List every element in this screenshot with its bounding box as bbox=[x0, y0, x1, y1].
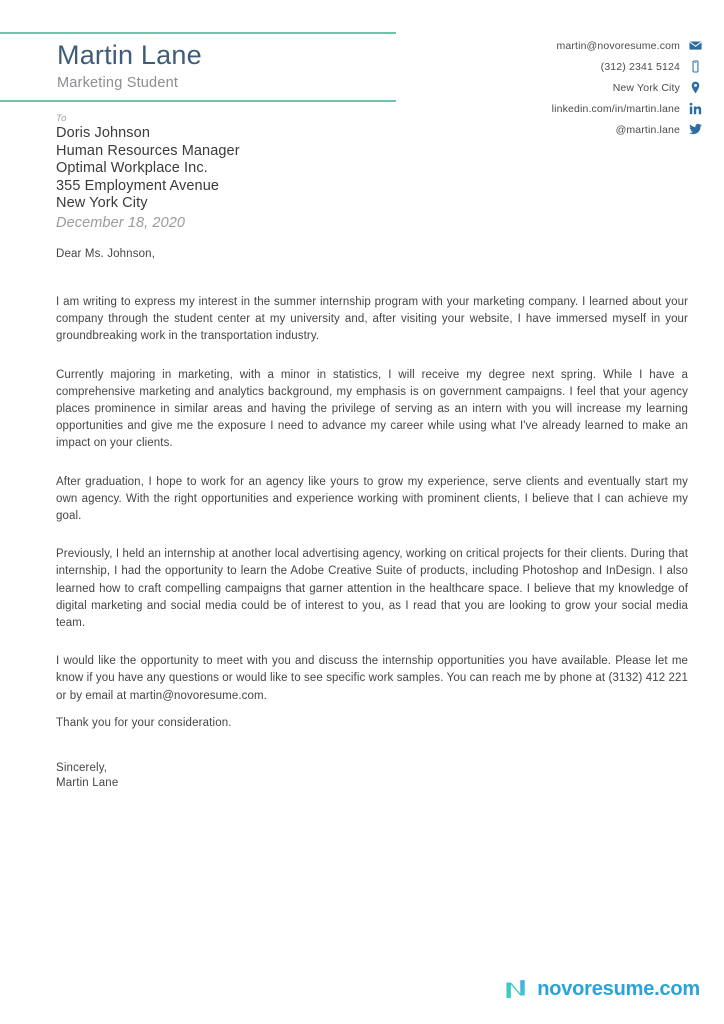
recipient-company: Optimal Workplace Inc. bbox=[56, 160, 208, 177]
letter-date: December 18, 2020 bbox=[56, 214, 186, 231]
header-rule-bottom bbox=[0, 100, 396, 102]
applicant-title: Marketing Student bbox=[57, 75, 179, 92]
map-pin-icon bbox=[689, 81, 702, 94]
header-rule-top bbox=[0, 32, 396, 34]
contact-linkedin-text: linkedin.com/in/martin.lane bbox=[551, 102, 680, 115]
contact-item-email[interactable] bbox=[556, 38, 702, 53]
letter-body bbox=[56, 248, 688, 792]
novoresume-logo[interactable] bbox=[504, 976, 700, 1002]
recipient-name: Doris Johnson bbox=[56, 125, 150, 141]
letter-paragraph: Previously, I held an internship at another local advertising agency, working on critical projects for their clients. During that internship, I had the opportunity to learn the Adobe Creative Suite of products, including Photoshop and InDesign. I also learned how to craft compelling campaigns that garner attention in the healthcare space. I believe that my knowledge of digital marketing and social media could be of interest to you, as I read that you are looking to grow your social media team. bbox=[56, 548, 688, 630]
phone-icon bbox=[689, 60, 702, 73]
envelope-icon bbox=[689, 39, 702, 52]
contact-item-linkedin[interactable] bbox=[552, 101, 702, 116]
signoff-block bbox=[56, 761, 688, 792]
contact-list bbox=[552, 38, 702, 137]
novoresume-n-mark-icon bbox=[504, 976, 530, 1002]
identity-block bbox=[57, 40, 397, 91]
letter-paragraph: I am writing to express my interest in the summer internship program with your marketing company. I learned about your company through the student center at my university and, after visiting your website, I have immersed myself in your groundbreaking work in the transportation industry. bbox=[56, 296, 688, 343]
closing-line: Sincerely, bbox=[56, 761, 108, 774]
recipient-block bbox=[56, 113, 476, 232]
letter-paragraph: Currently majoring in marketing, with a minor in statistics, I will receive my degree next spring. While I have a comprehensive marketing and analytics background, my emphasis is on government campaigns. I feel that your agency places prominence in similar areas and having the privilege of serving as an intern with you will increase my learning opportunities and give me the exposure I need to advance my career while using what I've already learned to make an impact on your clients. bbox=[56, 368, 688, 450]
contact-item-location[interactable] bbox=[613, 80, 702, 95]
contact-item-twitter[interactable] bbox=[616, 122, 702, 137]
letter-paragraph: After graduation, I hope to work for an agency like yours to grow my experience, serve clients and eventually start my own agency. With the right opportunities and experience working with prominent clients, I believe that I can achieve my goal. bbox=[56, 475, 688, 523]
salutation: Dear Ms. Johnson, bbox=[56, 248, 156, 260]
contact-twitter-text: @martin.lane bbox=[615, 123, 680, 136]
contact-phone-text: (312) 2341 5124 bbox=[600, 60, 680, 73]
recipient-street: 355 Employment Avenue bbox=[56, 177, 220, 194]
novoresume-wordmark: novoresume.com bbox=[537, 977, 700, 1000]
contact-location-text: New York City bbox=[612, 81, 680, 94]
thank-you-line: Thank you for your consideration. bbox=[56, 716, 232, 729]
letter-paragraph: I would like the opportunity to meet with you and discuss the internship opportunities you have available. Please let me know if you have any questions or would like to see specific work samples. You can reach me by phone at (3132) 412 221 or by email at martin@novoresume.com. bbox=[56, 655, 688, 702]
twitter-icon bbox=[689, 123, 702, 136]
signature-name: Martin Lane bbox=[56, 777, 119, 790]
applicant-name: Martin Lane bbox=[57, 40, 202, 70]
contact-item-phone[interactable] bbox=[601, 59, 702, 74]
linkedin-icon bbox=[689, 102, 702, 115]
recipient-role: Human Resources Manager bbox=[56, 142, 240, 159]
recipient-city: New York City bbox=[56, 195, 148, 212]
to-label: To bbox=[56, 113, 67, 124]
contact-email-text: martin@novoresume.com bbox=[556, 39, 680, 52]
